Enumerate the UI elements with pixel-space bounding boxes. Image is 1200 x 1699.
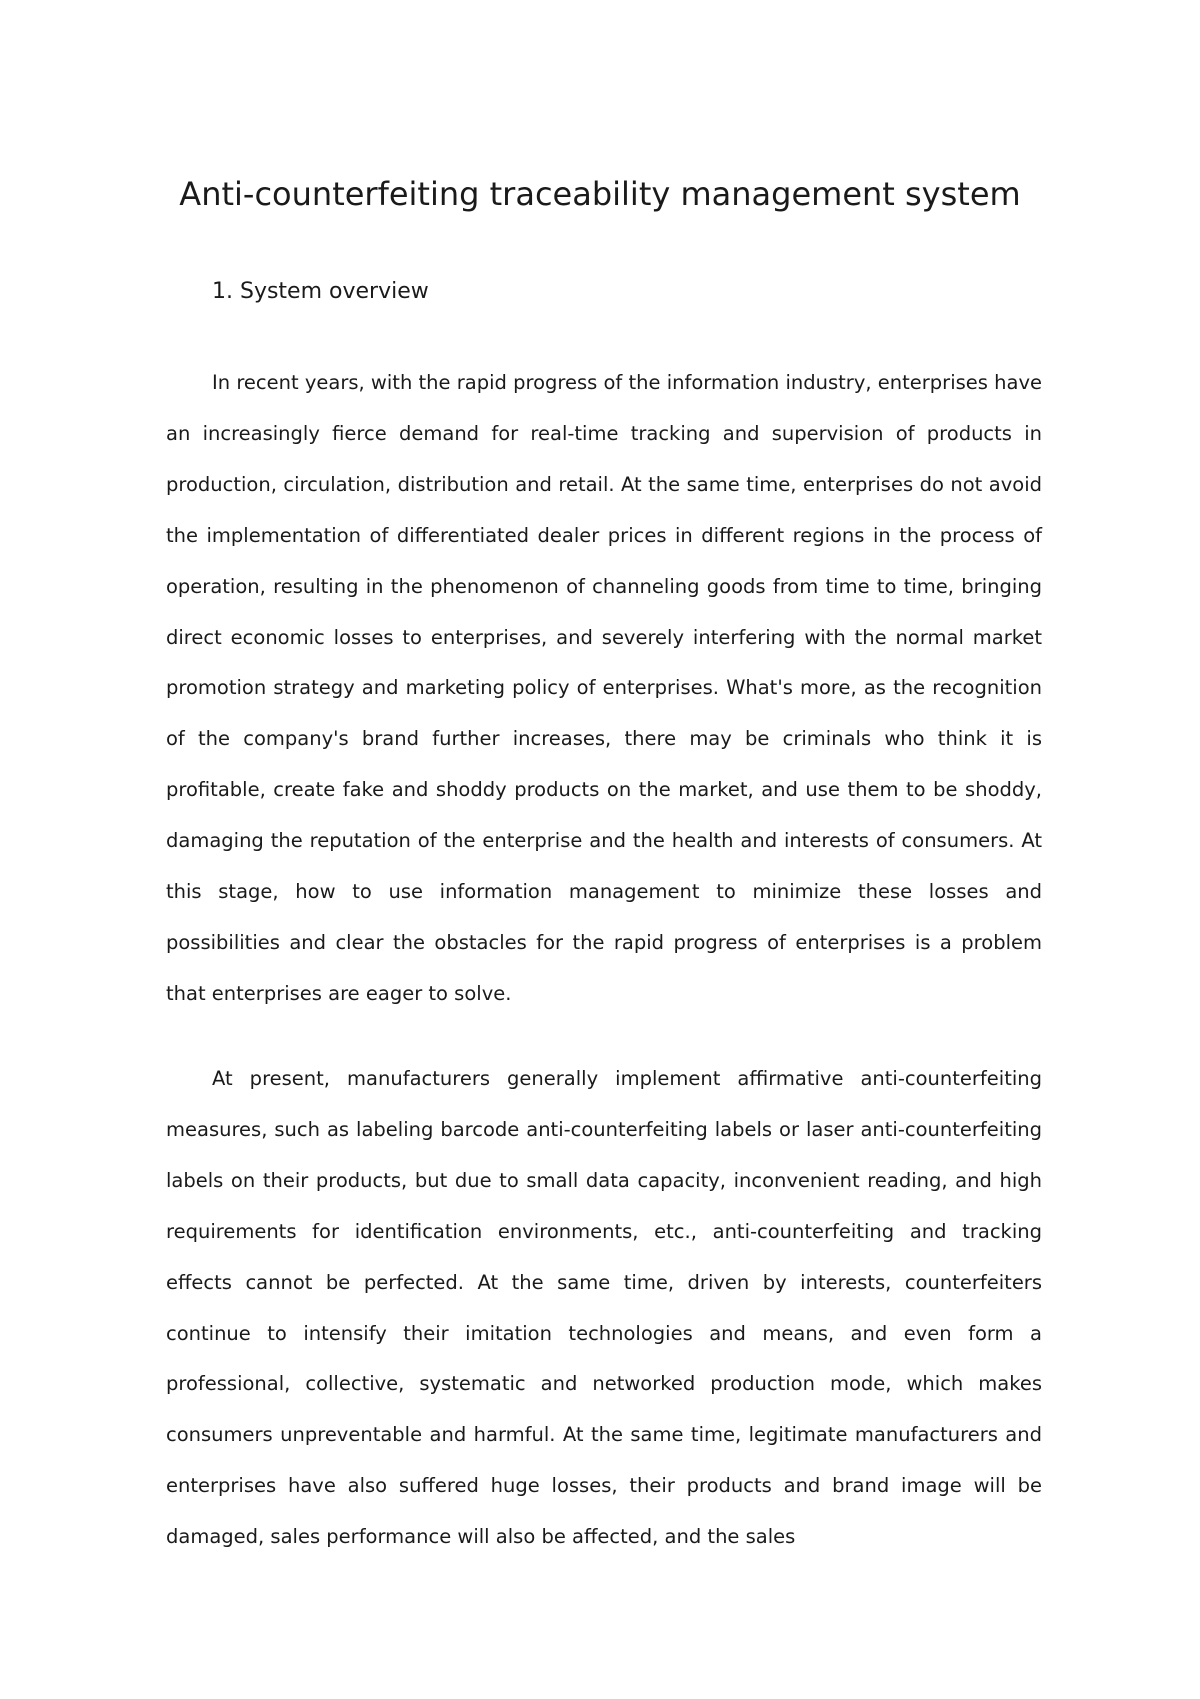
section-heading: 1. System overview xyxy=(212,279,429,304)
body-paragraph: In recent years, with the rapid progress of the information industry, enterprises have an increasingly fierce demand for real-time tracking and supervision of products in production, circulation, distribution and retail. At the same time, enterprises do not avoid the implementation of differentiated dealer prices in different regions in the process of operation, resulting in the phenomenon of channeling goods from time to time, bringing direct economic losses to enterprises, and severely interfering with the normal market promotion strategy and marketing policy of enterprises. What's more, as the recognition of the company's brand further increases, there may be criminals who think it is profitable, create fake and shoddy products on the market, and use them to be shoddy, damaging the reputation of the enterprise and the health and interests of consumers. At this stage, how to use information management to minimize these losses and possibilities and clear the obstacles for the rapid progress of enterprises is a problem that enterprises are eager to solve. xyxy=(166,371,1042,1005)
body-paragraph: At present, manufacturers generally implement affirmative anti-counterfeiting measures, such as labeling barcode anti-counterfeiting labels or laser anti-counterfeiting labels on their products, but due to small data capacity, inconvenient reading, and high requirements for identification environments, etc., anti-counterfeiting and tracking effects cannot be perfected. At the same time, driven by interests, counterfeiters continue to intensify their imitation technologies and means, and even form a professional, collective, systematic and networked production mode, which makes consumers unpreventable and harmful. At the same time, legitimate manufacturers and enterprises have also suffered huge losses, their products and brand image will be damaged, sales performance will also be affected, and the sales xyxy=(166,1067,1042,1549)
document-title: Anti-counterfeiting traceability management system xyxy=(179,175,1021,213)
